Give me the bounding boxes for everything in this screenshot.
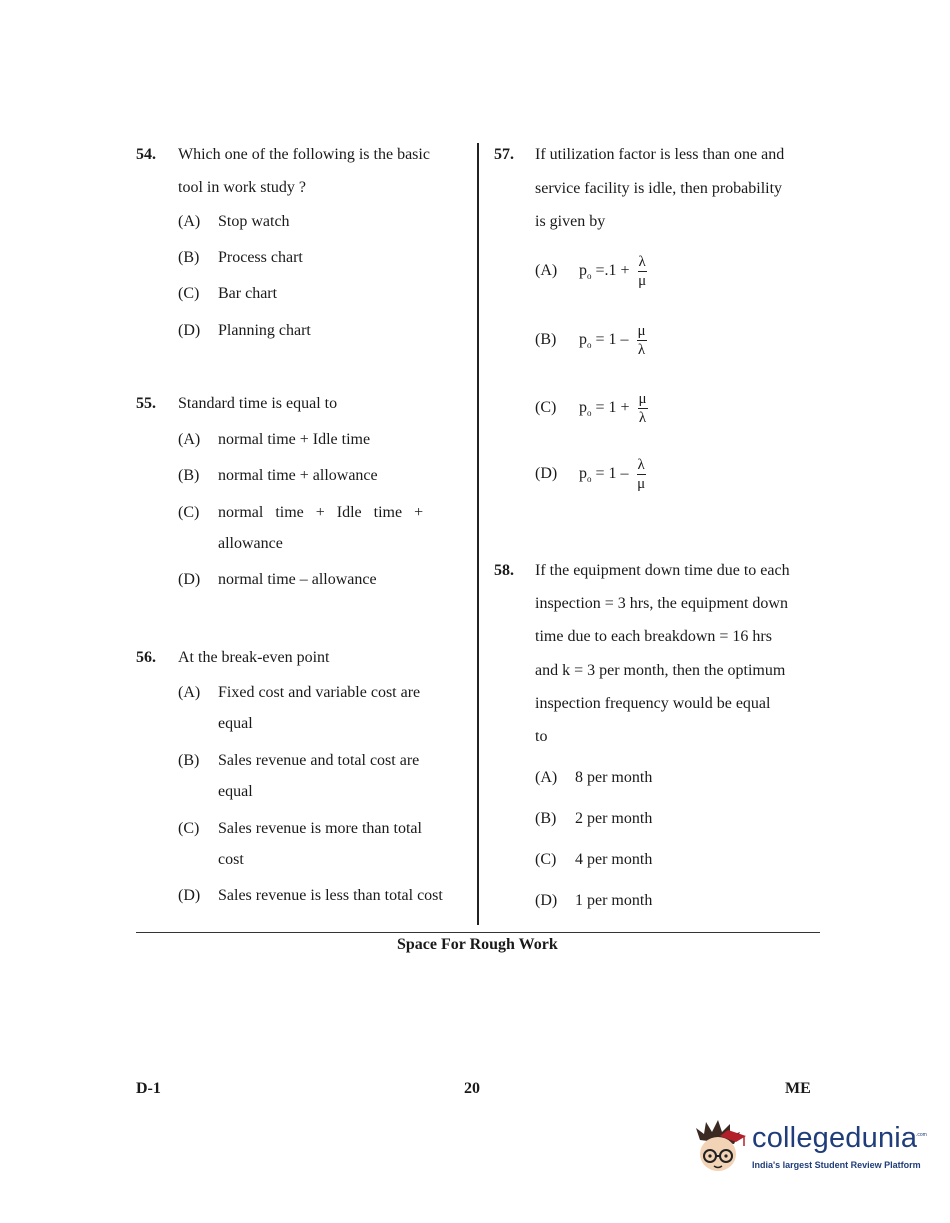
column-divider xyxy=(477,143,479,925)
option-b-continuation: equal xyxy=(218,783,253,800)
student-mascot-icon xyxy=(690,1118,750,1188)
option-b[interactable]: (B) normal time + allowance xyxy=(178,467,378,484)
logo-tagline: India's largest Student Review Platform xyxy=(752,1160,921,1170)
question-text-line: At the break-even point xyxy=(178,649,330,666)
question-number: 56. xyxy=(136,649,156,666)
question-text-line: to xyxy=(535,728,548,745)
question-number: 55. xyxy=(136,395,156,412)
question-number: 57. xyxy=(494,146,514,163)
option-d[interactable]: (D) Planning chart xyxy=(178,322,311,339)
option-d[interactable]: (D) normal time – allowance xyxy=(178,571,377,588)
subject-code: ME xyxy=(785,1080,811,1097)
option-c[interactable]: (C) Sales revenue is more than total xyxy=(178,820,422,837)
collegedunia-logo xyxy=(690,1118,927,1188)
fraction: $\frac{\mu}{\lambda}$ xyxy=(638,391,647,426)
option-d[interactable]: (D) Sales revenue is less than total cost xyxy=(178,887,443,904)
rough-work-divider xyxy=(136,932,820,933)
question-text-line: inspection = 3 hrs, the equipment down xyxy=(535,595,788,612)
option-a[interactable]: (A) $p_o =.1$ + $\frac{\lambda}{\mu}$ xyxy=(535,254,647,289)
option-b[interactable]: (B) $p_o = 1$ – $\frac{\mu}{\lambda}$ xyxy=(535,323,646,358)
option-a[interactable]: (A) Stop watch xyxy=(178,213,290,230)
logo-wordmark: collegedunia xyxy=(752,1122,918,1154)
option-a[interactable]: (A) normal time + Idle time xyxy=(178,431,371,448)
page-number: 20 xyxy=(464,1080,480,1097)
option-c[interactable]: (C) 4 per month xyxy=(535,851,653,868)
option-a-continuation: equal xyxy=(218,715,253,732)
option-c[interactable]: (C) Bar chart xyxy=(178,285,278,302)
fraction: $\frac{\lambda}{\mu}$ xyxy=(637,457,646,492)
question-text-line: If the equipment down time due to each xyxy=(535,562,790,579)
question-text-line: service facility is idle, then probability xyxy=(535,180,783,197)
question-number: 54. xyxy=(136,146,156,163)
option-d[interactable]: (D) $p_o = 1$ – $\frac{\lambda}{\mu}$ xyxy=(535,457,646,492)
question-text-line: If utilization factor is less than one and xyxy=(535,146,785,163)
option-c[interactable]: (C) normal time + Idle time + xyxy=(178,504,424,521)
question-number: 58. xyxy=(494,562,514,579)
fraction: $\frac{\mu}{\lambda}$ xyxy=(637,323,646,358)
option-b[interactable]: (B) Sales revenue and total cost are xyxy=(178,752,420,769)
question-text-line: inspection frequency would be equal xyxy=(535,695,771,712)
footer-code: D-1 xyxy=(136,1080,161,1097)
option-b[interactable]: (B) 2 per month xyxy=(535,810,653,827)
rough-work-label: Space For Rough Work xyxy=(397,936,558,953)
option-a[interactable]: (A) 8 per month xyxy=(535,769,653,786)
logo-suffix: .com xyxy=(916,1132,927,1138)
question-text-line: and k = 3 per month, then the optimum xyxy=(535,662,786,679)
question-text-line: Which one of the following is the basic xyxy=(178,146,430,163)
option-c[interactable]: (C) $p_o = 1$ + $\frac{\mu}{\lambda}$ xyxy=(535,391,647,426)
fraction: $\frac{\lambda}{\mu}$ xyxy=(638,254,647,289)
question-text-line: Standard time is equal to xyxy=(178,395,338,412)
option-c-continuation: cost xyxy=(218,851,244,868)
option-c-continuation: allowance xyxy=(218,535,283,552)
question-text-line: time due to each breakdown = 16 hrs xyxy=(535,628,772,645)
question-text-line: tool in work study ? xyxy=(178,179,306,196)
option-d[interactable]: (D) 1 per month xyxy=(535,892,653,909)
question-text-line: is given by xyxy=(535,213,606,230)
option-a[interactable]: (A) Fixed cost and variable cost are xyxy=(178,684,421,701)
option-b[interactable]: (B) Process chart xyxy=(178,249,303,266)
